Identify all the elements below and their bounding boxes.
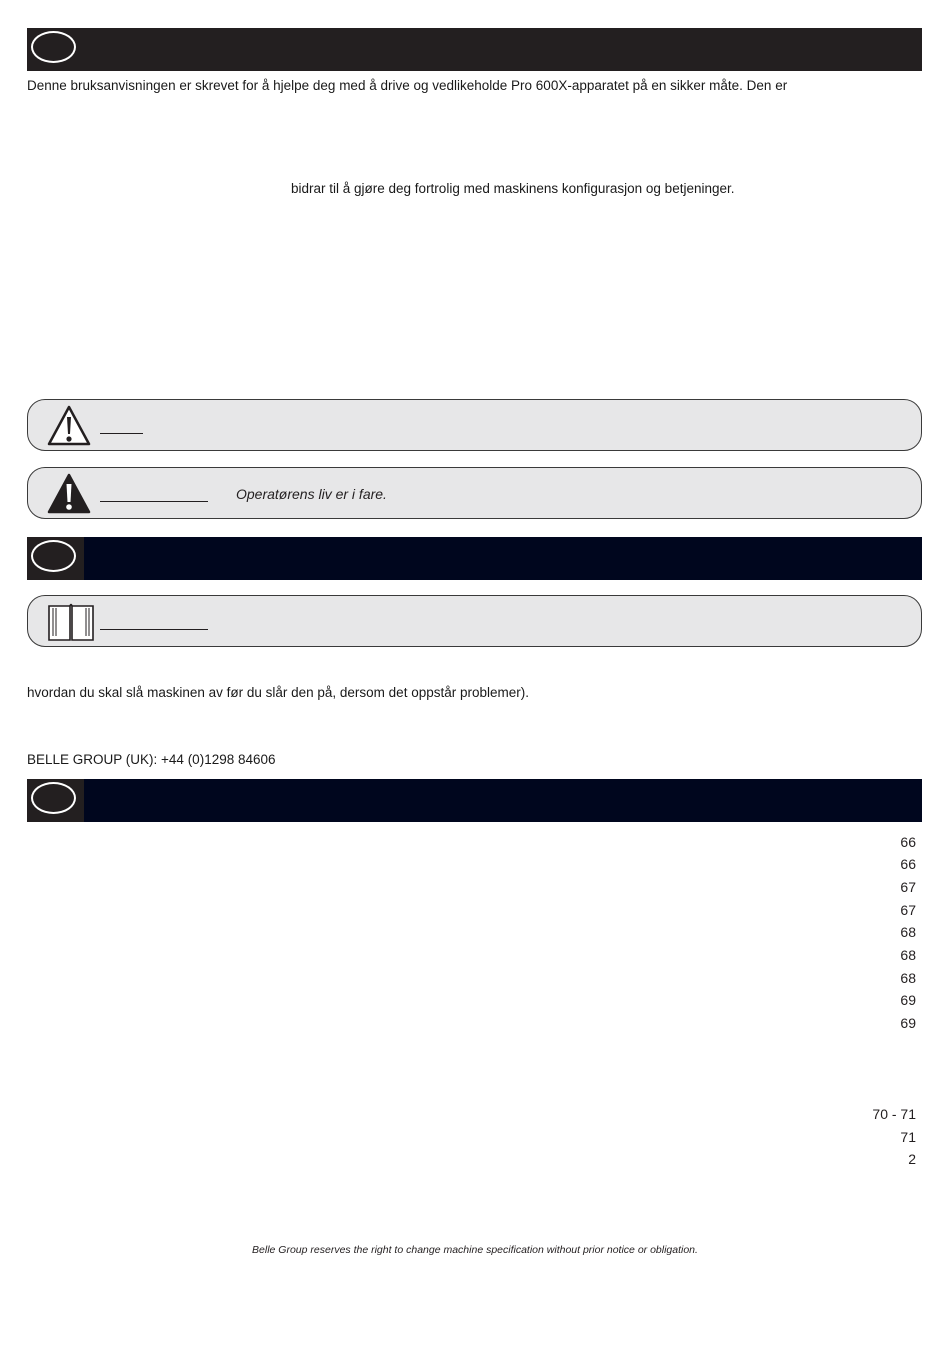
contents-page-number: 69 [900, 992, 916, 1008]
language-flag-oval [31, 782, 76, 814]
safety-header-bar [27, 537, 922, 580]
contents-page-number: 71 [900, 1129, 916, 1145]
language-flag-oval [31, 31, 76, 63]
danger-label-underline [100, 501, 208, 502]
warning-triangle-outline-icon [46, 404, 92, 453]
intro-text-line-1: Denne bruksanvisningen er skrevet for å hjelpe deg med å drive og vedlikeholde Pro 600X-apparatet på en sikker måte. Den er [27, 78, 788, 93]
danger-notice-text: Operatørens liv er i fare. [236, 486, 387, 502]
open-book-icon [46, 600, 96, 649]
intro-text-line-2: bidrar til å gjøre deg fortrolig med maskinens konfigurasjon og betjeninger. [291, 181, 735, 196]
caution-notice-box [27, 399, 922, 451]
danger-notice-box [27, 467, 922, 519]
safety-text-line: hvordan du skal slå maskinen av før du slår den på, dersom det oppstår problemer). [27, 685, 529, 700]
contents-page-number: 68 [900, 924, 916, 940]
contents-page-number: 68 [900, 970, 916, 986]
contents-page-number: 67 [900, 902, 916, 918]
contents-page-number: 66 [900, 834, 916, 850]
contents-page-number: 69 [900, 1015, 916, 1031]
contents-page-number: 66 [900, 856, 916, 872]
language-flag-oval [31, 540, 76, 572]
warning-triangle-filled-icon [46, 472, 92, 521]
contents-page-number: 68 [900, 947, 916, 963]
contents-page-number: 70 - 71 [872, 1106, 916, 1122]
introduction-header-bar [27, 28, 922, 71]
caution-label-underline [100, 433, 143, 434]
footer-disclaimer: Belle Group reserves the right to change machine specification without prior notice or obligation. [252, 1244, 698, 1256]
contents-header-bar [27, 779, 922, 822]
contents-page-number: 2 [908, 1151, 916, 1167]
manual-label-underline [100, 629, 208, 630]
contents-page-number: 67 [900, 879, 916, 895]
manual-notice-box [27, 595, 922, 647]
belle-phone-number: BELLE GROUP (UK): +44 (0)1298 84606 [27, 752, 276, 767]
